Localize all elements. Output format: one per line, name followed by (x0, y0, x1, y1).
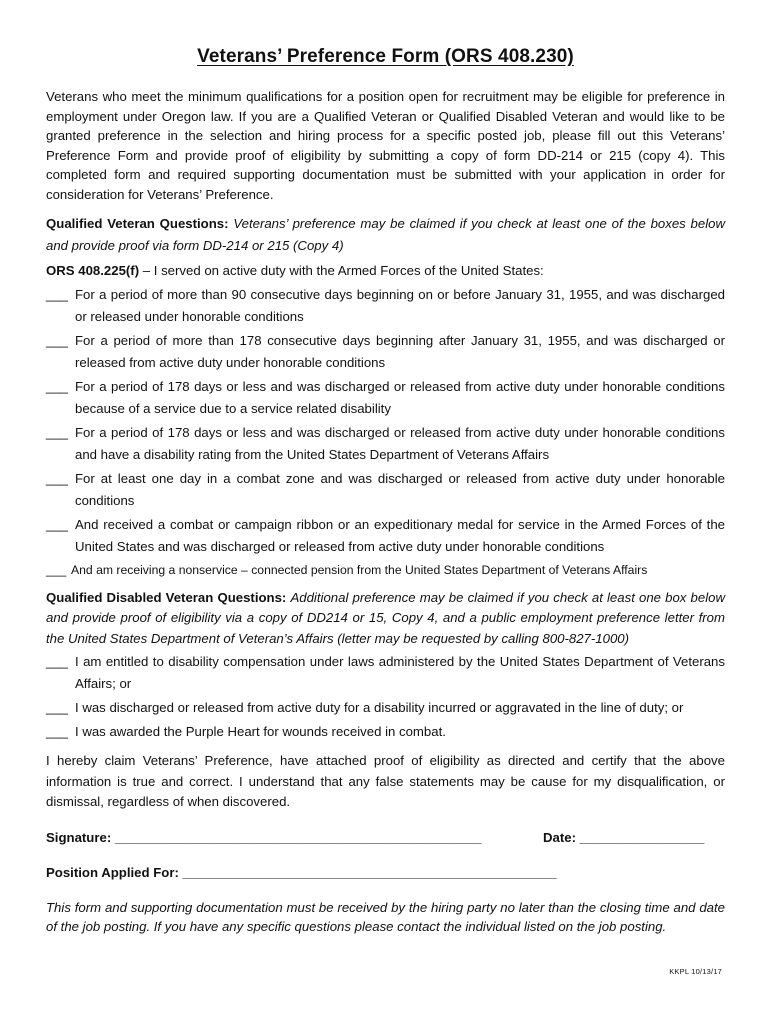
item-text: And am receiving a nonservice – connected pension from the United States Department of Veterans Affairs (71, 562, 648, 577)
qualified-veteran-instruction: Veterans’ preference may be claimed if you check at least one of the boxes below and provide proof via form DD-214 or 215 (Copy 4) (46, 215, 725, 253)
qualified-veteran-heading: Qualified Veteran Questions: (46, 215, 229, 231)
signature-line[interactable]: __________________________________________________ (114, 829, 482, 845)
item-text: I am entitled to disability compensation under laws administered by the United States Department of Veterans Affairs; or (75, 654, 725, 692)
item-text: For at least one day in a combat zone and was discharged or released from active duty under honorable conditions (75, 470, 725, 508)
disabled-item-3 (46, 721, 725, 743)
check-blank[interactable]: ___ (46, 654, 69, 670)
date-block (543, 828, 704, 848)
position-row (46, 863, 725, 883)
veteran-item-2 (46, 330, 725, 374)
item-text: And received a combat or campaign ribbon or an expeditionary medal for service in the Armed Forces of the United States and was discharged or released from active duty under honorable conditions (75, 516, 725, 554)
veteran-item-5 (46, 468, 725, 512)
disabled-veteran-heading: Qualified Disabled Veteran Questions: (46, 589, 287, 605)
qualified-veteran-heading-block (46, 213, 725, 257)
footer-note: This form and supporting documentation must be received by the hiring party no later than the closing time and date of the job posting. If you have any specific questions please contact the individual listed on the job posting. (46, 899, 725, 935)
veteran-item-3 (46, 376, 725, 420)
check-blank[interactable]: ___ (46, 562, 67, 577)
disabled-veteran-instruction: Additional preference may be claimed if you check at least one box below and provide proof of eligibility via a copy of DD214 or 15, Copy 4, and a public employment preference letter from the United States Department of Veteran’s Affairs (letter may be requested by calling 800-827-1000) (46, 589, 725, 646)
check-blank[interactable]: ___ (46, 516, 69, 532)
certification-statement: I hereby claim Veterans’ Preference, have attached proof of eligibility as directed and certify that the above information is true and correct. I understand that any false statements may be cause for my disqualification, or dismissal, regardless of when discovered. (46, 753, 725, 810)
disabled-veteran-heading-block (46, 588, 725, 650)
check-blank[interactable]: ___ (46, 470, 69, 486)
item-text: For a period of 178 days or less and was discharged or released from active duty under honorable conditions and have a disability rating from the United States Department of Veterans Affairs (75, 424, 725, 462)
signature-row (46, 828, 725, 848)
item-text: For a period of 178 days or less and was discharged or released from active duty under honorable conditions because of a service due to a service related disability (75, 378, 725, 416)
disabled-item-2 (46, 697, 725, 719)
item-text: I was discharged or released from active duty for a disability incurred or aggravated in the line of duty; or (75, 700, 684, 716)
check-blank[interactable]: ___ (46, 700, 69, 716)
date-label: Date: (543, 829, 576, 845)
check-blank[interactable]: ___ (46, 378, 69, 394)
item-text: For a period of more than 90 consecutive days beginning on or before January 31, 1955, and was discharged or released under honorable conditions (75, 286, 725, 324)
form-code: KKPL 10/13/17 (669, 967, 722, 976)
ors-statement (46, 260, 725, 282)
veteran-item-1 (46, 284, 725, 328)
check-blank[interactable]: ___ (46, 724, 69, 740)
position-line[interactable]: ___________________________________________________ (182, 864, 557, 880)
signature-block (46, 828, 543, 848)
veteran-item-6 (46, 514, 725, 558)
check-blank[interactable]: ___ (46, 424, 69, 440)
disabled-item-1 (46, 651, 725, 695)
ors-reference: ORS 408.225(f) (46, 262, 140, 278)
ors-text: – I served on active duty with the Armed Forces of the United States: (142, 262, 544, 278)
veteran-item-7 (46, 560, 725, 580)
check-blank[interactable]: ___ (46, 286, 69, 302)
veteran-item-4 (46, 422, 725, 466)
position-label: Position Applied For: (46, 864, 179, 880)
signature-label: Signature: (46, 829, 112, 845)
form-title: Veterans’ Preference Form (ORS 408.230) (197, 46, 574, 67)
intro-paragraph: Veterans who meet the minimum qualifications for a position open for recruitment may be eligible for preference in employment under Oregon law. If you are a Qualified Veteran or Qualified Disabled Veteran and would like to be granted preference in the selection and hiring process for a specific posted job, please fill out this Veterans’ Preference Form and provide proof of eligibility by submitting a copy of form DD-214 or 215 (copy 4). This completed form and required supporting documentation must be submitted with your application in order for consideration for Veterans’ Preference. (46, 89, 725, 202)
date-line[interactable]: _________________ (579, 829, 705, 845)
item-text: For a period of more than 178 consecutive days beginning after January 31, 1955, and was discharged or released from active duty under honorable conditions (75, 332, 725, 370)
item-text: I was awarded the Purple Heart for wounds received in combat. (75, 724, 446, 740)
check-blank[interactable]: ___ (46, 332, 69, 348)
